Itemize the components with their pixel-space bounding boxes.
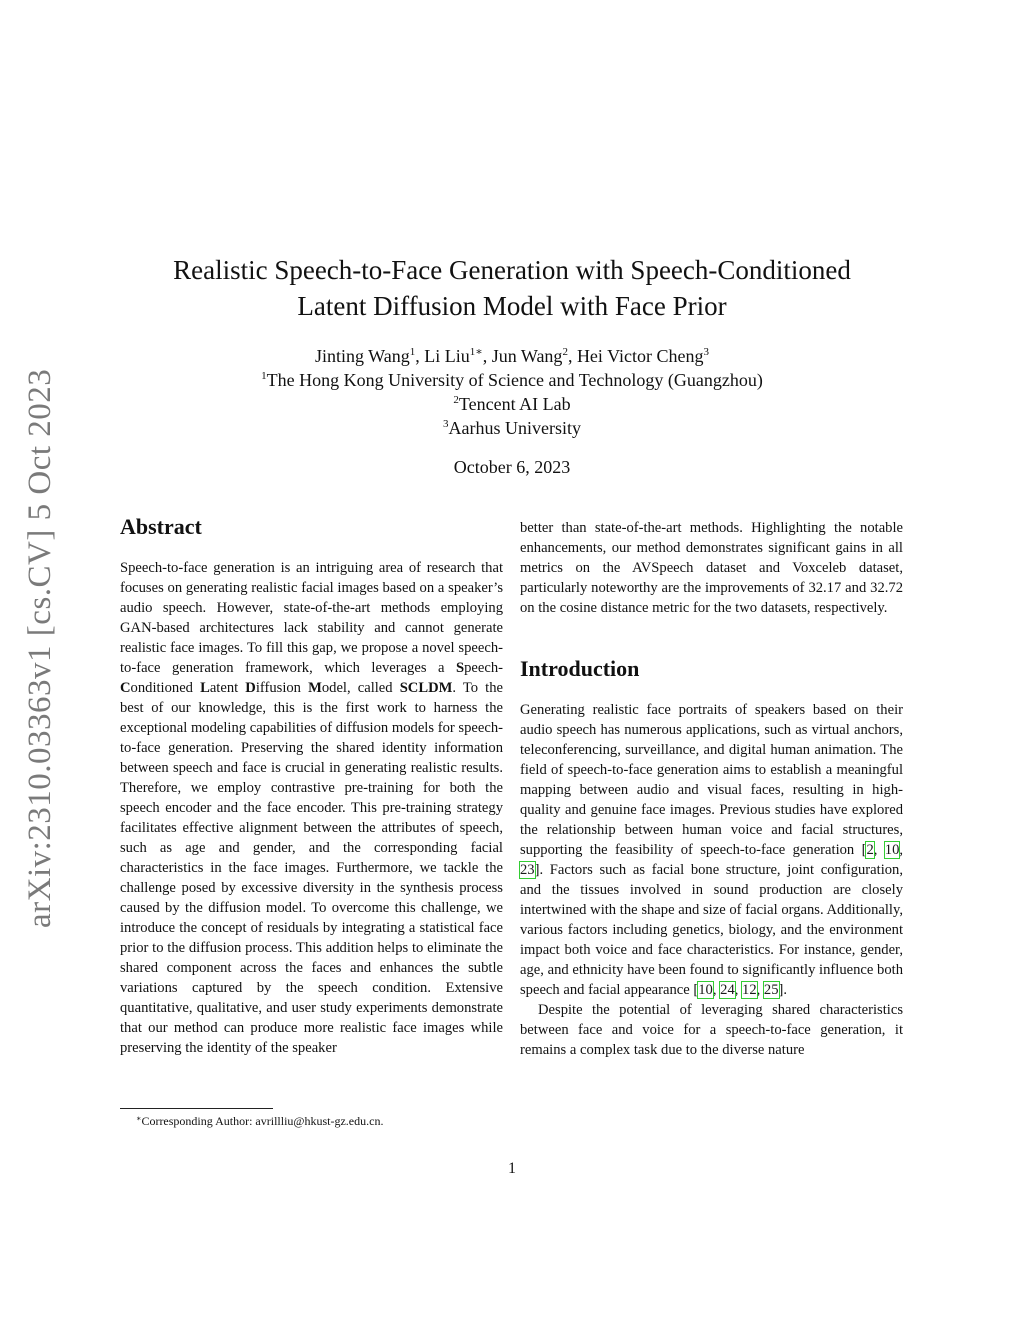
abstract-text: . To the best of our knowledge, this is the first work to harness the exceptional modeling capabilities of diffusion models for speech-to-face generation. Preserving the shared identity information between speech and face is crucial in generating realistic results. Therefore, we employ contrastive pre-training for both the speech encoder and the face encoder. This pre-training strategy facilitates effective alignment between the attributes of speech, such as age and gender, and the corresponding facial characteristics in the face images. Furthermore, we tackle the challenge posed by excessive diversity in the synthesis process caused by the diffusion model. To overcome this challenge, we introduce the concept of residuals by integrating a statistical face prior to the diffusion process. This addition helps to eliminate the shared component across the faces and enhances the subtle variations captured by the speech condition. Extensive quantitative, qualitative, and user study experiments demonstrate that our method can produce more realistic face images while preserving the identity of the speaker (120, 680, 503, 1056)
affiliation-name: Aarhus University (448, 418, 581, 438)
citation-link[interactable]: 24 (720, 982, 735, 998)
introduction-heading: Introduction (520, 656, 640, 681)
affiliation-mark: 3 (443, 418, 449, 430)
citation-link[interactable]: 2 (866, 842, 874, 858)
affiliation (0, 392, 1024, 416)
paper-title (0, 252, 1024, 324)
author-separator: , (415, 346, 425, 366)
citation-link[interactable]: 10 (884, 842, 900, 858)
author-name: Li Liu (424, 346, 470, 366)
left-column (120, 512, 503, 1058)
model-initial: D (245, 680, 256, 696)
abstract-heading: Abstract (120, 514, 202, 539)
author-name: Jinting Wang (315, 346, 410, 366)
author-name: Jun Wang (491, 346, 563, 366)
author-affiliation-mark: 3 (703, 346, 709, 358)
footnote (136, 1113, 383, 1129)
model-acronym: SCLDM (399, 680, 453, 696)
author-block (0, 344, 1024, 440)
model-word: odel, called (321, 680, 400, 696)
author-affiliation-mark: 1∗ (469, 346, 483, 358)
author-separator: , (482, 346, 492, 366)
author-name: Hei Victor Cheng (576, 346, 704, 366)
citation-link[interactable]: 12 (742, 982, 757, 998)
citation-link[interactable]: 23 (520, 862, 535, 878)
page-number: 1 (508, 1160, 516, 1177)
arxiv-side-stamp: arXiv:2310.03363v1 [cs.CV] 5 Oct 2023 (22, 368, 58, 928)
intro-text: ]. (778, 982, 788, 998)
model-initial: L (200, 680, 210, 696)
title-line-1: Realistic Speech-to-Face Generation with Speech-Conditioned (173, 255, 851, 285)
model-word: onditioned (130, 680, 201, 696)
model-word: iffusion (255, 680, 309, 696)
introduction-paragraph-2: Despite the potential of leveraging shared characteristics between face and voice for a speech-to-face generation, it remains a complex task due to the diverse nature (520, 1002, 903, 1058)
author-affiliation-mark: 1 (409, 346, 416, 358)
title-line-2: Latent Diffusion Model with Face Prior (297, 291, 727, 321)
footnote-divider (120, 1108, 273, 1109)
affiliation-name: Tencent AI Lab (458, 394, 571, 414)
abstract-text: Speech-to-face generation is an intriguing area of research that focuses on generating realistic facial images based on a speaker’s audio speech. However, state-of-the-art methods employing GAN-based architectures lack stability and cannot generate realistic face images. To fill this gap, we propose a novel speech-to-face generation framework, which leverages a (120, 560, 503, 676)
model-initial: S (455, 660, 465, 676)
citation-link[interactable]: 10 (698, 982, 713, 998)
introduction-paragraph-1: Generating realistic face portraits of speakers based on their audio speech has numerous applications, such as virtual anchors, teleconferencing, surveillance, and digital human animation. The field of speech-to-face generation aims to establish a meaningful mapping between audio and visual faces, resulting in high-quality and genuine face images. Previous studies have explored the relationship between human voice and facial structures, supporting the feasibility of speech-to-face generation [2, 10, 23]. Factors such as facial bone structure, joint configuration, and the tissues involved in sound production are closely intertwined with the shape and size of facial organs. Additionally, various factors including genetics, biology, and the environment impact both voice and face characteristics. For instance, gender, age, and ethnicity have been found to significantly influence both speech and facial appearance [10, 24, 12, 25]. (520, 702, 904, 998)
model-word: peech- (464, 660, 503, 676)
abstract-continuation: better than state-of-the-art methods. Highlighting the notable enhancements, our method demonstrates significant gains in all metrics on the AVSpeech dataset and Voxceleb dataset, particularly noteworthy are the improvements of 32.17 and 32.72 on the cosine distance metric for the two datasets, respectively. (520, 520, 903, 616)
affiliation (0, 368, 1024, 392)
intro-text: Generating realistic face portraits of speakers based on their audio speech has numerous applications, such as virtual anchors, teleconferencing, surveillance, and digital human animation. The field of speech-to-face generation aims to establish a meaningful mapping between audio and visual faces, resulting in high-quality and genuine face images. Previous studies have explored the relationship between human voice and facial structures, supporting the feasibility of speech-to-face generation [ (520, 702, 903, 858)
right-column (520, 518, 903, 1060)
model-initial: C (120, 680, 131, 696)
author-affiliation-mark: 2 (562, 346, 568, 358)
footnote-mark: ∗ (136, 1114, 142, 1123)
affiliation (0, 416, 1024, 440)
citation-link[interactable]: 25 (763, 982, 779, 998)
abstract-paragraph (120, 558, 503, 1058)
model-initial: M (308, 680, 322, 696)
footnote-text: Corresponding Author: avrillliu@hkust-gz.edu.cn. (141, 1114, 384, 1128)
model-word: atent (209, 680, 246, 696)
paper-date: October 6, 2023 (453, 457, 571, 477)
affiliation-mark: 2 (453, 394, 459, 406)
affiliation-name: The Hong Kong University of Science and Technology (Guangzhou) (266, 370, 763, 390)
intro-text: ]. Factors such as facial bone structure, joint configuration, and the tissues involved in sound production are closely intertwined with the shape and size of facial organs. Additionally, various factors including genetics, biology, and the environment impact both voice and face characteristics. For instance, gender, age, and ethnicity have been found to significantly influence both speech and facial appearance [ (520, 862, 903, 998)
author-list (0, 344, 1024, 368)
affiliation-mark: 1 (261, 370, 267, 382)
author-separator: , (567, 346, 577, 366)
